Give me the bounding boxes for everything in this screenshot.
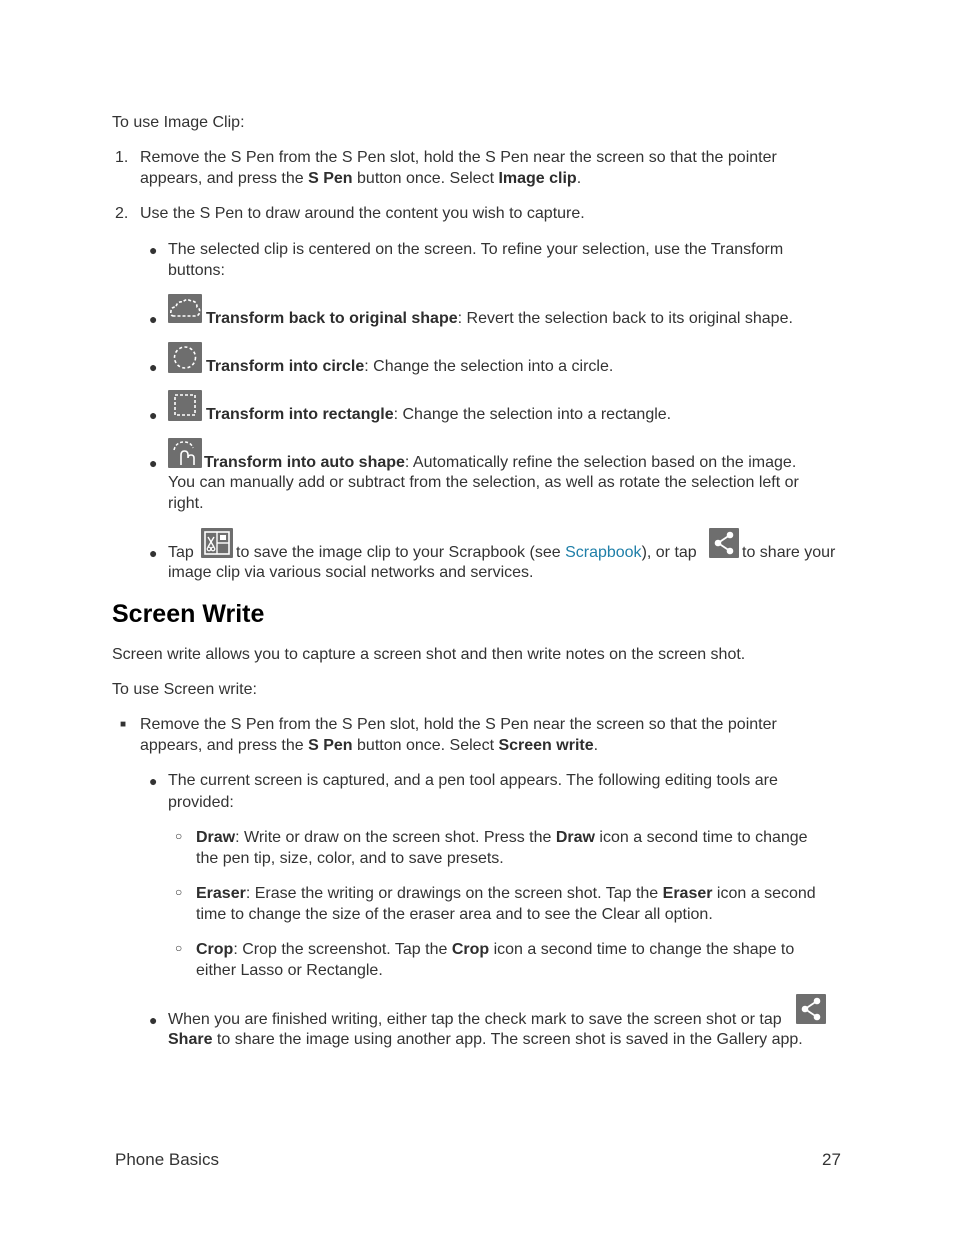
screen-write-label: Screen write [498,737,594,754]
footer-section-name: Phone Basics [115,1150,219,1169]
tool-eraser-line-1: Eraser: Erase the writing or drawings on the screen shot. Tap the Eraser icon a second [196,885,816,902]
finished-line-2: Share to share the image using another app. The screen shot is saved in the Gallery app. [168,1031,803,1048]
tap-text-middle: to save the image clip to your Scrapbook (see Scrapbook), or tap [236,544,697,561]
selected-clip-line-1: The selected clip is centered on the screen. To refine your selection, use the Transform [168,241,784,258]
tap-text-end: to share your [742,544,836,561]
step-number: 1. [115,149,129,166]
scrapbook-link[interactable]: Scrapbook [565,544,642,561]
tool-crop-line-1: Crop: Crop the screenshot. Tap the Crop icon a second time to change the shape to [196,941,795,958]
square-bullet: ■ [120,719,127,730]
s-pen-label: S Pen [308,170,353,187]
page-number: 27 [822,1150,841,1169]
rectangle-dashed-icon [168,390,202,421]
share-icon[interactable] [709,528,739,558]
share-label: Share [168,1031,213,1048]
circle-bullet: ○ [175,885,183,899]
sw-step-line-1: Remove the S Pen from the S Pen slot, hold the S Pen near the screen so that the pointer [140,716,777,733]
section-intro: Screen write allows you to capture a screen shot and then write notes on the screen shot. [112,646,746,663]
intro-text: To use Image Clip: [112,114,245,131]
scrapbook-icon[interactable] [201,528,233,558]
bullet: ● [149,311,158,327]
tool-draw-line-1: Draw: Write or draw on the screen shot. Press the Draw icon a second time to change [196,829,808,846]
bullet: ● [149,1012,158,1028]
finished-line-1: When you are finished writing, either tap the check mark to save the screen shot or tap [168,1011,782,1028]
circle-bullet: ○ [175,941,183,955]
share-icon[interactable] [796,994,826,1024]
selected-clip-line-2: buttons: [168,262,225,279]
step-number: 2. [115,205,129,222]
section-heading: Screen Write [112,600,265,628]
transform-rectangle-text: Transform into rectangle: Change the selection into a rectangle. [206,406,672,423]
captured-line-1: The current screen is captured, and a pen tool appears. The following editing tools are [168,772,778,789]
image-clip-label: Image clip [498,170,577,187]
bullet: ● [149,407,158,423]
step-2-line-1: Use the S Pen to draw around the content you wish to capture. [140,205,585,222]
sw-step-line-2: appears, and press the S Pen button once. Select Screen write. [140,737,599,754]
tool-draw-line-2: the pen tip, size, color, and to save presets. [196,850,504,867]
tap-text-start: Tap [168,544,194,561]
auto-shape-icon [168,438,202,468]
tool-crop-line-2: either Lasso or Rectangle. [196,962,383,979]
circle-bullet: ○ [175,829,183,843]
bullet: ● [149,773,158,789]
bullet: ● [149,359,158,375]
cloud-dashed-icon [168,294,202,323]
bullet: ● [149,242,158,258]
bullet: ● [149,545,158,561]
transform-auto-line-3: right. [168,495,204,512]
transform-auto-line-2: You can manually add or subtract from the selection, as well as rotate the selection left or [168,474,799,491]
step-1-line-1: Remove the S Pen from the S Pen slot, hold the S Pen near the screen so that the pointer [140,149,777,166]
circle-dashed-icon [168,342,202,373]
step-1-line-2: appears, and press the S Pen button once. Select Image clip. [140,170,582,187]
transform-original-text: Transform back to original shape: Revert the selection back to its original shape. [206,310,793,327]
transform-auto-text: Transform into auto shape: Automatically refine the selection based on the image. [204,454,797,471]
tool-eraser-line-2: time to change the size of the eraser area and to see the Clear all option. [196,906,713,923]
tap-text-line-2: image clip via various social networks and services. [168,564,534,581]
transform-circle-text: Transform into circle: Change the selection into a circle. [206,358,614,375]
captured-line-2: provided: [168,794,234,811]
bullet: ● [149,455,158,471]
section-use: To use Screen write: [112,681,257,698]
